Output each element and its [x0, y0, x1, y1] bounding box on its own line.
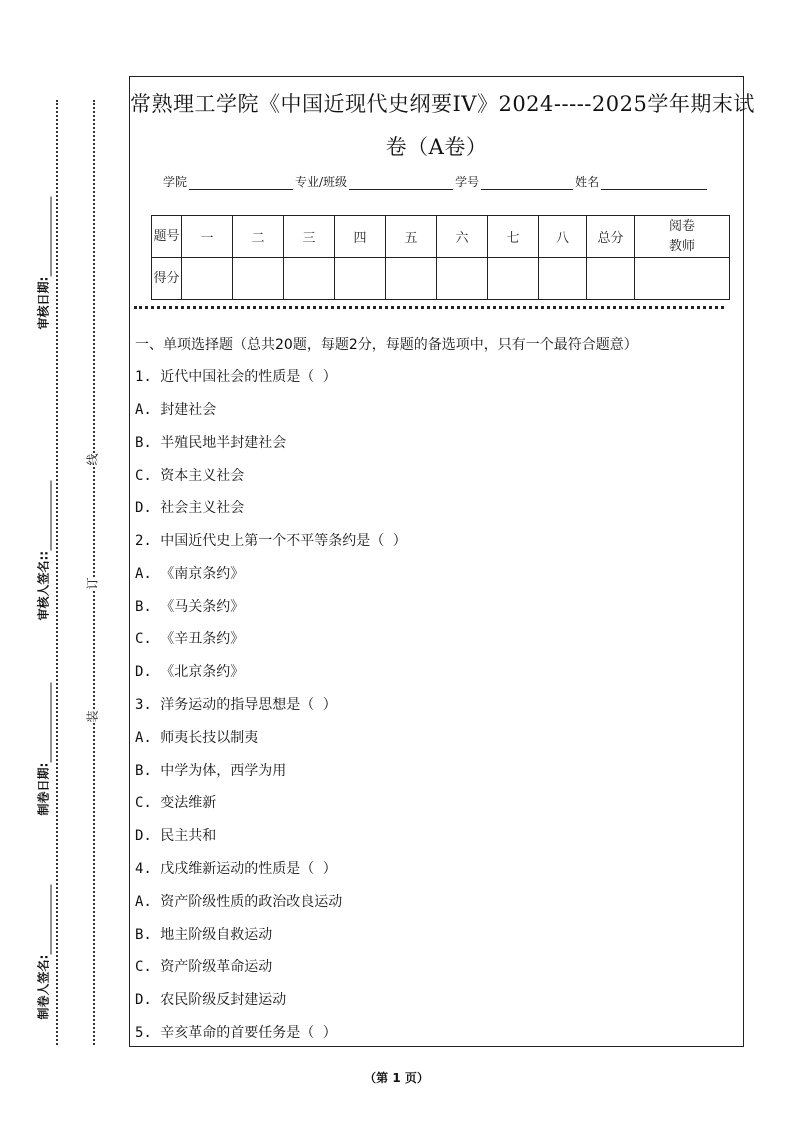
option-item: C. 资产阶级革命运动: [135, 959, 273, 975]
field-label-id: 学号: [455, 175, 480, 189]
score-cell[interactable]: [182, 258, 233, 300]
field-label-major: 专业/班级: [295, 175, 348, 189]
score-cell[interactable]: [386, 258, 437, 300]
cut-mark-bind: 订: [82, 577, 103, 589]
binding-dotted-line-outer: [56, 100, 58, 1045]
option-item: A. 《南京条约》: [135, 566, 245, 582]
make-date-label: 制卷日期:: [35, 666, 52, 816]
score-cell[interactable]: [539, 258, 587, 300]
student-id-blank[interactable]: [481, 176, 573, 190]
review-date-label: 审核日期:: [35, 180, 52, 330]
option-item: B. 《马关条约》: [135, 599, 245, 615]
score-row-label: 得分: [152, 258, 182, 300]
option-item: C. 变法维新: [135, 795, 217, 811]
binding-dotted-line-inner: [93, 100, 95, 1045]
option-item: D. 民主共和: [135, 828, 217, 844]
score-header-cell: 四: [335, 216, 386, 258]
option-item: B. 中学为体，西学为用: [135, 763, 287, 779]
score-header-cell: 一: [182, 216, 233, 258]
score-header-cell: 题号: [152, 216, 182, 258]
option-item: B. 半殖民地半封建社会: [135, 435, 287, 451]
score-header-cell: 五: [386, 216, 437, 258]
option-item: C. 资本主义社会: [135, 468, 245, 484]
score-header-cell: 二: [233, 216, 284, 258]
score-cell[interactable]: [335, 258, 386, 300]
score-table: [151, 215, 730, 300]
section-heading: 一、单项选择题（总共20题，每题2分，每题的备选项中，只有一个最符合题意）: [135, 337, 638, 353]
option-item: B. 地主阶级自救运动: [135, 927, 273, 943]
question-stem: 2. 中国近代史上第一个不平等条约是（ ）: [135, 533, 407, 549]
option-item: A. 师夷长技以制夷: [135, 730, 259, 746]
page-footer: （第 1 页）: [364, 1071, 429, 1085]
score-header-cell: 阅卷教师: [635, 216, 730, 258]
score-header-cell: 八: [539, 216, 587, 258]
score-cell[interactable]: [587, 258, 635, 300]
option-item: D. 农民阶级反封建运动: [135, 992, 287, 1008]
score-header-cell: 三: [284, 216, 335, 258]
option-item: A. 封建社会: [135, 402, 217, 418]
score-header-cell: 七: [488, 216, 539, 258]
field-label-college: 学院: [163, 175, 188, 189]
dotted-separator: [134, 306, 724, 309]
cut-mark-seal: 装: [82, 710, 103, 722]
option-item: C. 《辛丑条约》: [135, 631, 245, 647]
field-label-name: 姓名: [575, 175, 600, 189]
option-item: D. 社会主义社会: [135, 500, 245, 516]
reviewer-sign-label: 审核人签名::: [35, 471, 52, 621]
question-stem: 4. 戊戌维新运动的性质是（ ）: [135, 861, 337, 877]
question-stem: 3. 洋务运动的指导思想是（ ）: [135, 697, 337, 713]
college-blank[interactable]: [189, 176, 293, 190]
exam-title-line2: 卷（A卷）: [385, 135, 488, 159]
score-header-cell: 六: [437, 216, 488, 258]
option-item: A. 资产阶级性质的政治改良运动: [135, 894, 343, 910]
option-item: D. 《北京条约》: [135, 664, 245, 680]
major-blank[interactable]: [349, 176, 453, 190]
exam-title-line1: 常熟理工学院《中国近现代史纲要IV》2024-----2025学年期末试: [130, 92, 755, 116]
question-stem: 1. 近代中国社会的性质是（ ）: [135, 369, 337, 385]
score-header-cell: 总分: [587, 216, 635, 258]
score-cell[interactable]: [233, 258, 284, 300]
score-cell[interactable]: [488, 258, 539, 300]
score-cell[interactable]: [635, 258, 730, 300]
maker-sign-label: 制卷人签名:: [35, 870, 52, 1020]
name-blank[interactable]: [601, 176, 707, 190]
cut-mark-line: 线: [82, 453, 103, 465]
score-cell[interactable]: [437, 258, 488, 300]
question-stem: 5. 辛亥革命的首要任务是（ ）: [135, 1025, 337, 1041]
student-info-row: [163, 173, 709, 190]
score-cell[interactable]: [284, 258, 335, 300]
